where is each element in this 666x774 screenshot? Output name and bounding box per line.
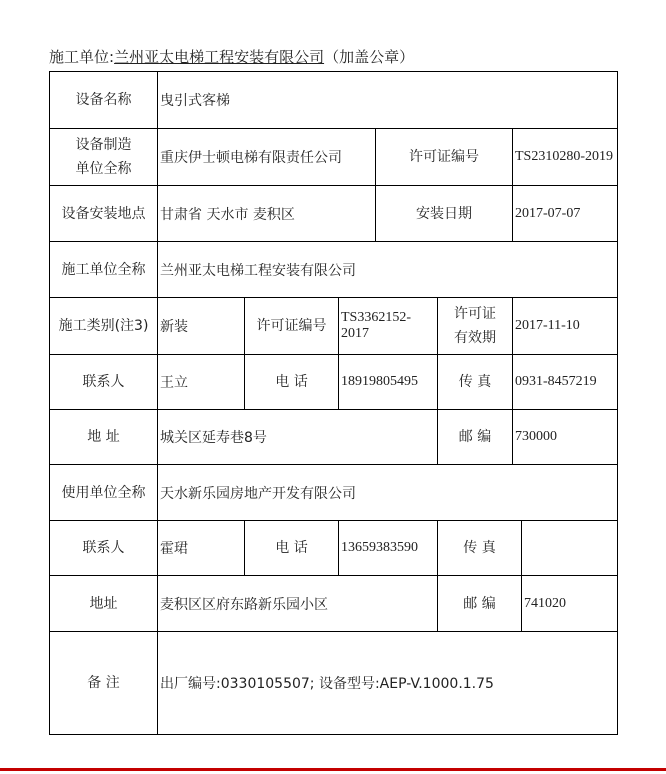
equipment-name-label: 设备名称: [50, 72, 158, 129]
address1-value: 城关区延寿巷8号: [158, 410, 438, 465]
user-unit-label: 使用单位全称: [50, 465, 158, 521]
row-remarks: [50, 632, 618, 735]
install-date-label: 安装日期: [376, 186, 513, 242]
contact1-fax-label: 传 真: [438, 355, 513, 410]
contact1-phone-label: 电 话: [245, 355, 339, 410]
address2-postcode-value: 741020: [522, 576, 618, 632]
construction-unit-value: 兰州亚太电梯工程安装有限公司: [158, 242, 618, 298]
address1-postcode-value: 730000: [513, 410, 618, 465]
row-construction-unit: [50, 242, 618, 298]
address2-postcode-label: 邮 编: [438, 576, 522, 632]
row-construction-type: [50, 298, 618, 355]
header-unit-name: 兰州亚太电梯工程安装有限公司: [114, 48, 325, 66]
row-contact-construction: [50, 355, 618, 410]
contact2-phone-value: 13659383590: [339, 521, 438, 576]
address2-label: 地址: [50, 576, 158, 632]
construction-license-label: 许可证编号: [245, 298, 339, 355]
row-manufacturer: [50, 129, 618, 186]
remarks-label: 备 注: [50, 632, 158, 735]
user-unit-value: 天水新乐园房地产开发有限公司: [158, 465, 618, 521]
install-site-label: 设备安装地点: [50, 186, 158, 242]
row-user-unit: [50, 465, 618, 521]
construction-license-value: TS3362152-2017: [339, 298, 438, 355]
bottom-divider: [0, 768, 666, 771]
header-seal-note: （加盖公章）: [324, 48, 415, 66]
row-contact-user: [50, 521, 618, 576]
contact2-phone-label: 电 话: [245, 521, 339, 576]
contact1-fax-value: 0931-8457219: [513, 355, 618, 410]
address1-postcode-label: 邮 编: [438, 410, 513, 465]
contact1-label: 联系人: [50, 355, 158, 410]
construction-unit-header: [49, 46, 414, 67]
construction-type-label: 施工类别(注3): [50, 298, 158, 355]
equipment-name-value: 曳引式客梯: [158, 72, 618, 129]
manufacturer-label: 设备制造 单位全称: [50, 129, 158, 186]
manufacturer-license-value: TS2310280-2019: [513, 129, 618, 186]
contact1-value: 王立: [158, 355, 245, 410]
install-date-value: 2017-07-07: [513, 186, 618, 242]
contact2-fax-label: 传 真: [438, 521, 522, 576]
construction-type-value: 新装: [158, 298, 245, 355]
install-site-value: 甘肃省 天水市 麦积区: [158, 186, 376, 242]
license-validity-value: 2017-11-10: [513, 298, 618, 355]
row-address-user: [50, 576, 618, 632]
contact2-value: 霍珺: [158, 521, 245, 576]
license-validity-label: 许可证 有效期: [438, 298, 513, 355]
contact1-phone-value: 18919805495: [339, 355, 438, 410]
row-address-construction: [50, 410, 618, 465]
construction-unit-label: 施工单位全称: [50, 242, 158, 298]
manufacturer-value: 重庆伊士顿电梯有限责任公司: [158, 129, 376, 186]
row-equipment-name: [50, 72, 618, 129]
elevator-info-form: [49, 71, 618, 735]
contact2-label: 联系人: [50, 521, 158, 576]
address1-label: 地 址: [50, 410, 158, 465]
header-prefix: 施工单位:: [49, 48, 115, 66]
remarks-value: 出厂编号:0330105507; 设备型号:AEP-V.1000.1.75: [158, 632, 618, 735]
row-install-site: [50, 186, 618, 242]
address2-value: 麦积区区府东路新乐园小区: [158, 576, 438, 632]
contact2-fax-value: [522, 521, 618, 576]
manufacturer-license-label: 许可证编号: [376, 129, 513, 186]
